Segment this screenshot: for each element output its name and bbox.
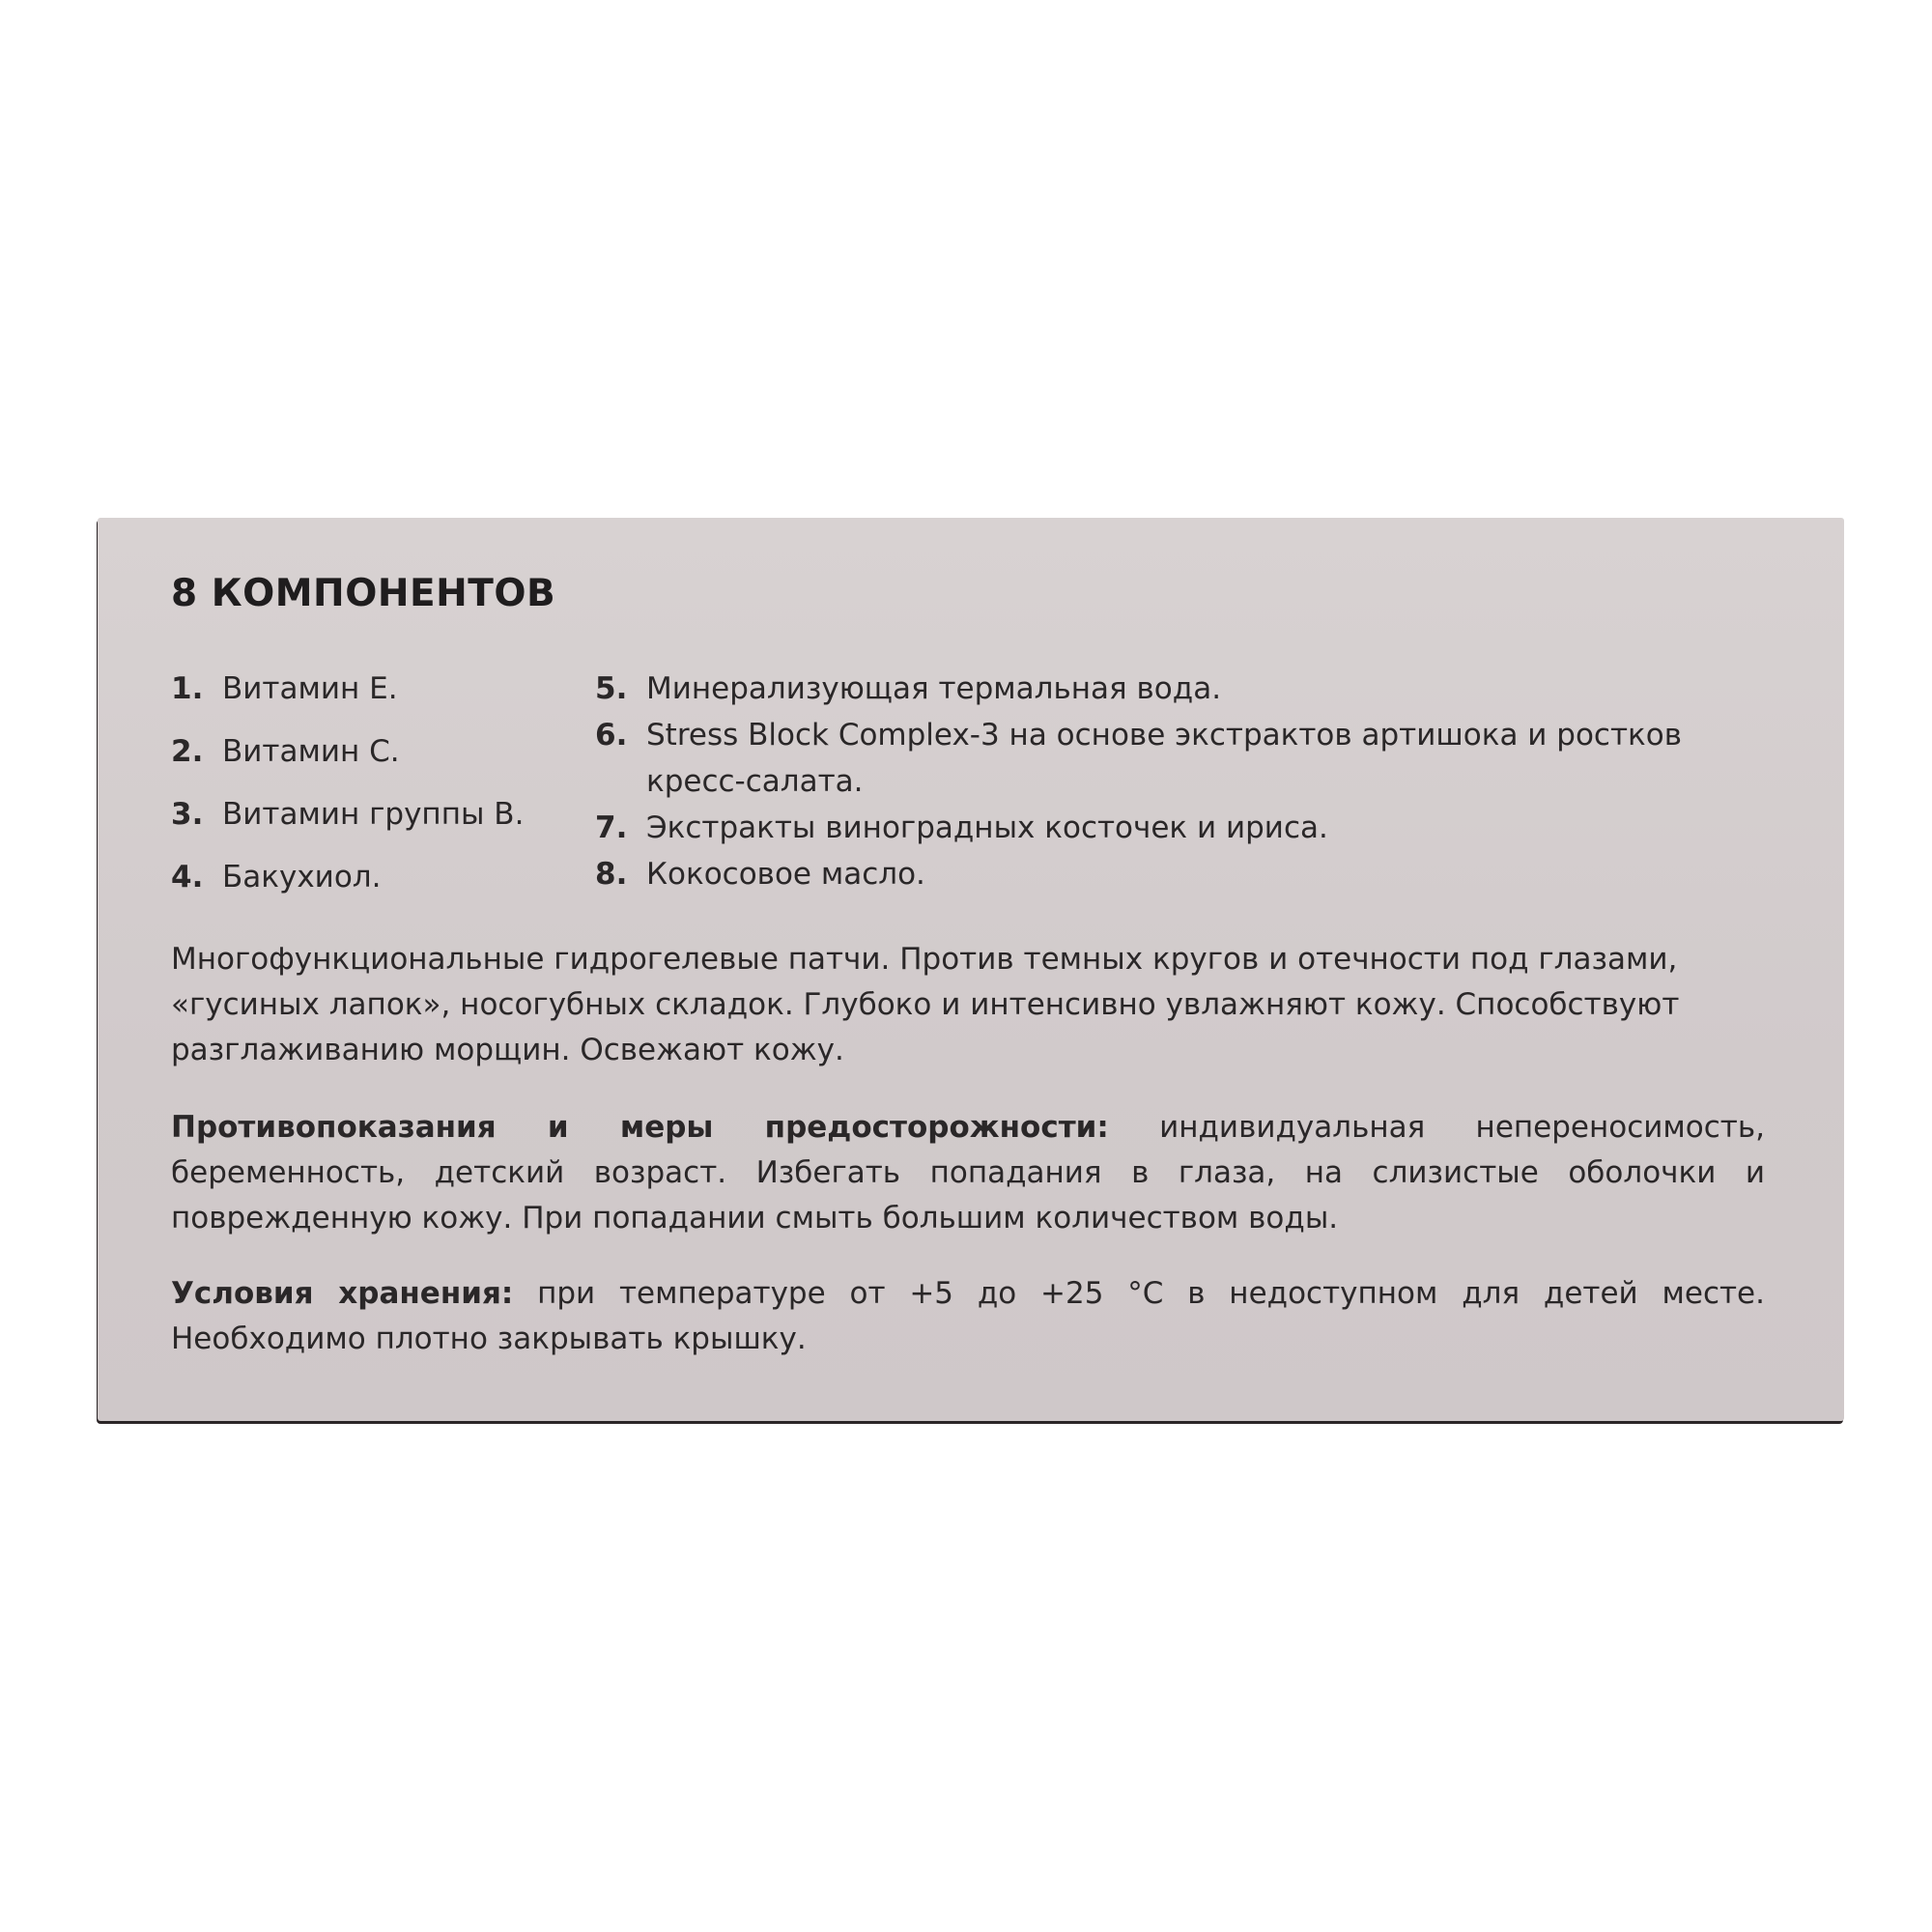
list-item	[595, 851, 1783, 897]
item-number: 1.	[171, 671, 204, 706]
components-heading: 8 КОМПОНЕНТОВ	[171, 572, 556, 615]
components-list-right	[595, 666, 1783, 897]
storage-label: Условия хранения:	[171, 1276, 514, 1311]
list-item	[171, 728, 577, 775]
item-text: Витамин С.	[222, 734, 400, 769]
item-text: Бакухиол.	[222, 860, 382, 895]
item-number: 7.	[595, 810, 628, 845]
item-text: Stress Block Complex-3 на основе экстрактов артишока и ростков кресс-салата.	[646, 718, 1682, 799]
contraindications-text: индивидуальная непереносимость, беременность, детский возраст. Избегать попадания в глаза, на слизистые оболочки и поврежденную кожу. При попадании смыть большим количеством воды.	[171, 1110, 1765, 1236]
item-number: 8.	[595, 857, 628, 892]
item-text: Минерализующая термальная вода.	[646, 671, 1222, 706]
components-list-left	[171, 666, 577, 917]
list-item	[171, 854, 577, 900]
contraindications-label: Противопоказания и меры предосторожности:	[171, 1110, 1109, 1145]
list-item	[171, 666, 577, 712]
item-text: Кокосовое масло.	[646, 857, 925, 892]
item-number: 2.	[171, 734, 204, 769]
item-text: Витамин Е.	[222, 671, 398, 706]
product-description: Многофункциональные гидрогелевые патчи. Против темных кругов и отечности под глазами, «гусиных лапок», носогубных складок. Глубоко и интенсивно увлажняют кожу. Способствуют разглаживанию морщин. Освежают кожу.	[171, 942, 1680, 1067]
contraindications-paragraph	[171, 1105, 1765, 1241]
list-item	[595, 666, 1783, 712]
item-number: 4.	[171, 860, 204, 895]
item-text: Экстракты виноградных косточек и ириса.	[646, 810, 1328, 845]
list-item	[171, 791, 577, 838]
item-text: Витамин группы В.	[222, 797, 525, 832]
storage-text: при температуре от +5 до +25 °C в недоступном для детей месте. Необходимо плотно закрывать крышку.	[171, 1276, 1765, 1356]
item-number: 5.	[595, 671, 628, 706]
item-number: 3.	[171, 797, 204, 832]
item-number: 6.	[595, 718, 628, 753]
list-item	[595, 805, 1783, 851]
storage-paragraph	[171, 1271, 1765, 1362]
list-item	[595, 712, 1783, 805]
